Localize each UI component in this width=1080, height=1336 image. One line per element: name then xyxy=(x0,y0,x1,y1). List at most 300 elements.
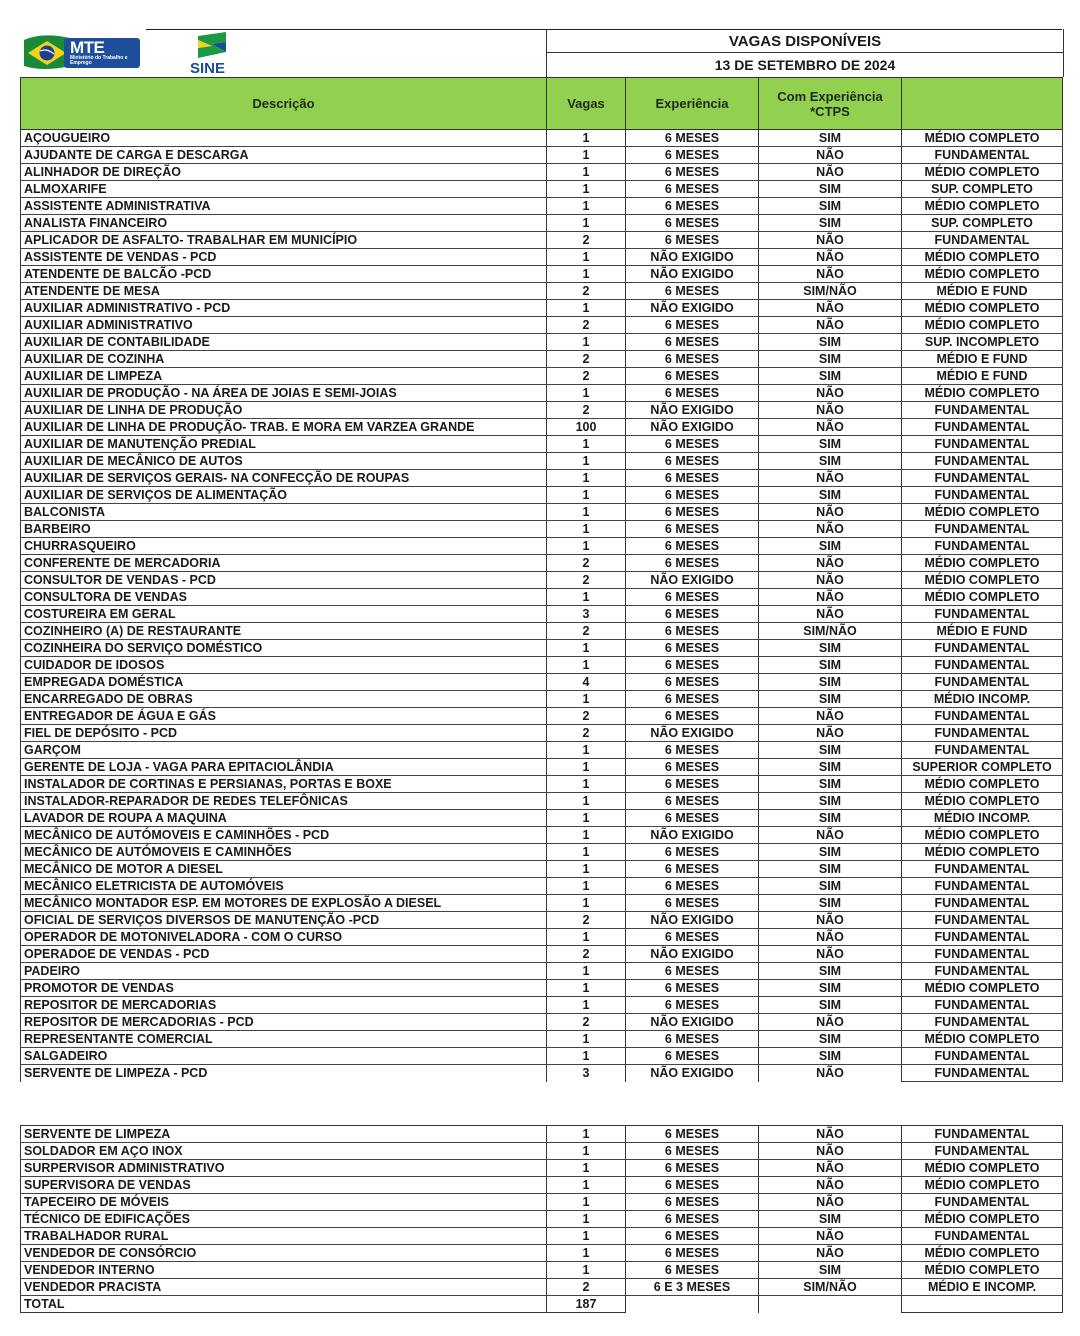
experience-required: 6 MESES xyxy=(626,1228,759,1245)
education-level: FUNDAMENTAL xyxy=(902,1126,1063,1143)
empty-cell xyxy=(626,1296,759,1313)
table-row xyxy=(21,810,1063,827)
vacancies-table-body xyxy=(21,130,1063,1082)
ctps-experience: SIM xyxy=(759,181,902,198)
job-title: CONSULTORA DE VENDAS xyxy=(21,589,547,606)
experience-required: NÃO EXIGIDO xyxy=(626,946,759,963)
ctps-experience: NÃO xyxy=(759,504,902,521)
education-level: MÉDIO COMPLETO xyxy=(902,776,1063,793)
ctps-experience: NÃO xyxy=(759,402,902,419)
experience-required: 6 MESES xyxy=(626,674,759,691)
table-row xyxy=(21,249,1063,266)
vacancy-count: 1 xyxy=(547,249,626,266)
job-title: SALGADEIRO xyxy=(21,1048,547,1065)
experience-required: NÃO EXIGIDO xyxy=(626,827,759,844)
education-level: FUNDAMENTAL xyxy=(902,878,1063,895)
ctps-experience: NÃO xyxy=(759,1143,902,1160)
vacancy-count: 1 xyxy=(547,215,626,232)
experience-required: 6 MESES xyxy=(626,555,759,572)
education-level: MÉDIO COMPLETO xyxy=(902,793,1063,810)
table-row xyxy=(21,997,1063,1014)
job-title: ALINHADOR DE DIREÇÃO xyxy=(21,164,547,181)
vacancy-count: 2 xyxy=(547,368,626,385)
job-title: ATENDENTE DE BALCÃO -PCD xyxy=(21,266,547,283)
ctps-experience: NÃO xyxy=(759,385,902,402)
table-row xyxy=(21,283,1063,300)
experience-required: 6 MESES xyxy=(626,317,759,334)
experience-required: 6 MESES xyxy=(626,147,759,164)
experience-required: 6 MESES xyxy=(626,368,759,385)
table-row xyxy=(21,164,1063,181)
mte-logo-text: MTE xyxy=(70,38,105,57)
table-row xyxy=(21,623,1063,640)
table-row xyxy=(21,793,1063,810)
ctps-experience: SIM xyxy=(759,1211,902,1228)
vacancy-count: 2 xyxy=(547,623,626,640)
vacancy-count: 1 xyxy=(547,895,626,912)
experience-required: 6 MESES xyxy=(626,385,759,402)
experience-required: 6 MESES xyxy=(626,351,759,368)
ctps-experience: NÃO xyxy=(759,470,902,487)
experience-required: NÃO EXIGIDO xyxy=(626,402,759,419)
page-date: 13 DE SETEMBRO DE 2024 xyxy=(714,57,896,73)
experience-required: 6 MESES xyxy=(626,623,759,640)
experience-required: 6 MESES xyxy=(626,1143,759,1160)
job-title: AUXILIAR DE COZINHA xyxy=(21,351,547,368)
vacancy-count: 1 xyxy=(547,538,626,555)
education-level: FUNDAMENTAL xyxy=(902,538,1063,555)
education-level: MÉDIO COMPLETO xyxy=(902,572,1063,589)
education-level: MÉDIO COMPLETO xyxy=(902,844,1063,861)
table-row xyxy=(21,606,1063,623)
education-level: FUNDAMENTAL xyxy=(902,912,1063,929)
vacancy-count: 1 xyxy=(547,929,626,946)
education-level: MÉDIO COMPLETO xyxy=(902,317,1063,334)
vacancy-count: 1 xyxy=(547,1143,626,1160)
experience-required: 6 MESES xyxy=(626,232,759,249)
experience-required: NÃO EXIGIDO xyxy=(626,1065,759,1082)
education-level: FUNDAMENTAL xyxy=(902,1228,1063,1245)
job-title: OPERADOR DE MOTONIVELADORA - COM O CURSO xyxy=(21,929,547,946)
vacancy-count: 1 xyxy=(547,861,626,878)
experience-required: 6 MESES xyxy=(626,1031,759,1048)
ctps-experience: NÃO xyxy=(759,164,902,181)
education-level: SUP. COMPLETO xyxy=(902,181,1063,198)
vacancy-count: 2 xyxy=(547,572,626,589)
table-row xyxy=(21,589,1063,606)
column-header-escolaridade xyxy=(902,78,1063,130)
table-row xyxy=(21,181,1063,198)
education-level: FUNDAMENTAL xyxy=(902,402,1063,419)
job-title: BALCONISTA xyxy=(21,504,547,521)
vacancy-count: 1 xyxy=(547,1160,626,1177)
experience-required: NÃO EXIGIDO xyxy=(626,300,759,317)
ctps-experience: NÃO xyxy=(759,827,902,844)
job-title: PROMOTOR DE VENDAS xyxy=(21,980,547,997)
education-level: FUNDAMENTAL xyxy=(902,657,1063,674)
ctps-experience: NÃO xyxy=(759,1194,902,1211)
ctps-experience: SIM xyxy=(759,368,902,385)
ctps-experience: NÃO xyxy=(759,946,902,963)
job-title: ENCARREGADO DE OBRAS xyxy=(21,691,547,708)
job-title: FIEL DE DEPÓSITO - PCD xyxy=(21,725,547,742)
table-row xyxy=(21,334,1063,351)
vacancy-count: 3 xyxy=(547,1065,626,1082)
ctps-experience: SIM xyxy=(759,980,902,997)
table-row xyxy=(21,827,1063,844)
vacancy-count: 1 xyxy=(547,1048,626,1065)
table-row xyxy=(21,198,1063,215)
education-level: MÉDIO COMPLETO xyxy=(902,504,1063,521)
ctps-experience: SIM xyxy=(759,997,902,1014)
table-row xyxy=(21,130,1063,147)
job-title: ANALISTA FINANCEIRO xyxy=(21,215,547,232)
education-level: FUNDAMENTAL xyxy=(902,708,1063,725)
education-level: FUNDAMENTAL xyxy=(902,419,1063,436)
ctps-experience: NÃO xyxy=(759,1177,902,1194)
education-level: MÉDIO INCOMP. xyxy=(902,691,1063,708)
vacancies-table-continued xyxy=(20,1125,1063,1313)
job-title: SURPERVISOR ADMINISTRATIVO xyxy=(21,1160,547,1177)
vacancy-count: 4 xyxy=(547,674,626,691)
ctps-experience: SIM xyxy=(759,1262,902,1279)
education-level: MÉDIO COMPLETO xyxy=(902,1262,1063,1279)
education-level: FUNDAMENTAL xyxy=(902,1194,1063,1211)
education-level: FUNDAMENTAL xyxy=(902,997,1063,1014)
table-row xyxy=(21,385,1063,402)
experience-required: 6 MESES xyxy=(626,181,759,198)
ctps-experience: NÃO xyxy=(759,1245,902,1262)
ctps-experience: NÃO xyxy=(759,266,902,283)
table-row xyxy=(21,878,1063,895)
table-row xyxy=(21,1031,1063,1048)
job-title: VENDEDOR PRACISTA xyxy=(21,1279,547,1296)
ctps-experience: SIM xyxy=(759,963,902,980)
ctps-experience: SIM xyxy=(759,878,902,895)
job-title: ENTREGADOR DE ÁGUA E GÁS xyxy=(21,708,547,725)
education-level: MÉDIO E FUND xyxy=(902,623,1063,640)
experience-required: 6 MESES xyxy=(626,793,759,810)
vacancy-count: 1 xyxy=(547,810,626,827)
table-row xyxy=(21,368,1063,385)
table-row xyxy=(21,725,1063,742)
table-row xyxy=(21,946,1063,963)
education-level: MÉDIO COMPLETO xyxy=(902,130,1063,147)
job-title: AUXILIAR DE MANUTENÇÃO PREDIAL xyxy=(21,436,547,453)
sine-logo-text: SINE xyxy=(190,60,226,77)
table-row xyxy=(21,1160,1063,1177)
table-row xyxy=(21,929,1063,946)
ctps-experience: SIM xyxy=(759,487,902,504)
job-title: CONSULTOR DE VENDAS - PCD xyxy=(21,572,547,589)
ctps-experience: NÃO xyxy=(759,606,902,623)
vacancy-count: 1 xyxy=(547,589,626,606)
job-title: COZINHEIRA DO SERVIÇO DOMÉSTICO xyxy=(21,640,547,657)
ctps-experience: NÃO xyxy=(759,929,902,946)
ctps-experience: NÃO xyxy=(759,249,902,266)
job-title: GARÇOM xyxy=(21,742,547,759)
education-level: FUNDAMENTAL xyxy=(902,1143,1063,1160)
experience-required: 6 MESES xyxy=(626,1048,759,1065)
ctps-experience: NÃO xyxy=(759,589,902,606)
vacancy-count: 1 xyxy=(547,640,626,657)
education-level: FUNDAMENTAL xyxy=(902,606,1063,623)
job-title: MECÂNICO MONTADOR ESP. EM MOTORES DE EXPLOSÃO A DIESEL xyxy=(21,895,547,912)
experience-required: 6 MESES xyxy=(626,691,759,708)
job-title: INSTALADOR-REPARADOR DE REDES TELEFÔNICAS xyxy=(21,793,547,810)
table-row xyxy=(21,487,1063,504)
job-title: MECÂNICO DE AUTÓMOVEIS E CAMINHÕES - PCD xyxy=(21,827,547,844)
education-level: FUNDAMENTAL xyxy=(902,147,1063,164)
job-title: GERENTE DE LOJA - VAGA PARA EPITACIOLÂNDIA xyxy=(21,759,547,776)
vacancy-count: 1 xyxy=(547,1194,626,1211)
table-row xyxy=(21,266,1063,283)
education-level: FUNDAMENTAL xyxy=(902,487,1063,504)
education-level: MÉDIO COMPLETO xyxy=(902,300,1063,317)
education-level: MÉDIO E FUND xyxy=(902,351,1063,368)
vacancy-count: 1 xyxy=(547,334,626,351)
education-level: FUNDAMENTAL xyxy=(902,861,1063,878)
ctps-experience: SIM/NÃO xyxy=(759,623,902,640)
ctps-experience: SIM/NÃO xyxy=(759,283,902,300)
vacancy-count: 1 xyxy=(547,793,626,810)
ctps-experience: SIM xyxy=(759,776,902,793)
table-row xyxy=(21,980,1063,997)
experience-required: 6 MESES xyxy=(626,334,759,351)
vacancy-count: 2 xyxy=(547,402,626,419)
experience-required: 6 MESES xyxy=(626,164,759,181)
job-title: ASSISTENTE ADMINISTRATIVA xyxy=(21,198,547,215)
ctps-experience: SIM xyxy=(759,334,902,351)
vacancy-count: 1 xyxy=(547,963,626,980)
ctps-experience: SIM xyxy=(759,215,902,232)
vacancy-count: 100 xyxy=(547,419,626,436)
ctps-experience: SIM xyxy=(759,657,902,674)
experience-required: 6 MESES xyxy=(626,453,759,470)
vacancy-count: 1 xyxy=(547,878,626,895)
job-title: APLICADOR DE ASFALTO- TRABALHAR EM MUNICÍPIO xyxy=(21,232,547,249)
experience-required: NÃO EXIGIDO xyxy=(626,572,759,589)
job-title: PADEIRO xyxy=(21,963,547,980)
job-title: TÉCNICO DE EDIFICAÇÕES xyxy=(21,1211,547,1228)
vacancy-count: 2 xyxy=(547,317,626,334)
vacancy-count: 2 xyxy=(547,1014,626,1031)
education-level: FUNDAMENTAL xyxy=(902,470,1063,487)
experience-required: 6 MESES xyxy=(626,844,759,861)
ctps-experience: NÃO xyxy=(759,419,902,436)
table-row xyxy=(21,555,1063,572)
ctps-experience: NÃO xyxy=(759,1065,902,1082)
ctps-experience: SIM xyxy=(759,1048,902,1065)
job-title: AUXILIAR DE CONTABILIDADE xyxy=(21,334,547,351)
table-row xyxy=(21,691,1063,708)
job-title: AUXILIAR DE SERVIÇOS GERAIS- NA CONFECÇÃO DE ROUPAS xyxy=(21,470,547,487)
job-title: AUXILIAR DE LINHA DE PRODUÇÃO xyxy=(21,402,547,419)
empty-cell xyxy=(902,1296,1063,1313)
experience-required: NÃO EXIGIDO xyxy=(626,266,759,283)
page-title: VAGAS DISPONÍVEIS xyxy=(547,29,1063,53)
education-level: MÉDIO COMPLETO xyxy=(902,827,1063,844)
experience-required: 6 MESES xyxy=(626,487,759,504)
experience-required: 6 MESES xyxy=(626,1211,759,1228)
vacancy-count: 1 xyxy=(547,181,626,198)
vacancy-count: 1 xyxy=(547,385,626,402)
job-title: CONFERENTE DE MERCADORIA xyxy=(21,555,547,572)
table-row xyxy=(21,1279,1063,1296)
education-level: MÉDIO COMPLETO xyxy=(902,198,1063,215)
vacancy-count: 1 xyxy=(547,198,626,215)
table-row xyxy=(21,453,1063,470)
table-header-row xyxy=(21,78,1063,130)
job-title: VENDEDOR INTERNO xyxy=(21,1262,547,1279)
vacancy-count: 1 xyxy=(547,1177,626,1194)
ctps-experience: SIM xyxy=(759,861,902,878)
job-title: AUXILIAR ADMINISTRATIVO - PCD xyxy=(21,300,547,317)
ctps-experience: NÃO xyxy=(759,708,902,725)
education-level: FUNDAMENTAL xyxy=(902,453,1063,470)
job-title: MECÂNICO ELETRICISTA DE AUTOMÓVEIS xyxy=(21,878,547,895)
table-row xyxy=(21,657,1063,674)
vacancy-count: 1 xyxy=(547,1031,626,1048)
education-level: FUNDAMENTAL xyxy=(902,725,1063,742)
table-row xyxy=(21,759,1063,776)
vacancy-count: 1 xyxy=(547,1126,626,1143)
vacancy-count: 1 xyxy=(547,1211,626,1228)
vacancy-count: 1 xyxy=(547,759,626,776)
experience-required: 6 MESES xyxy=(626,198,759,215)
experience-required: 6 MESES xyxy=(626,606,759,623)
job-title: SERVENTE DE LIMPEZA - PCD xyxy=(21,1065,547,1082)
vacancy-count: 1 xyxy=(547,300,626,317)
vacancy-count: 2 xyxy=(547,1279,626,1296)
job-title: COZINHEIRO (A) DE RESTAURANTE xyxy=(21,623,547,640)
table-row xyxy=(21,1228,1063,1245)
table-row xyxy=(21,538,1063,555)
job-title: SERVENTE DE LIMPEZA xyxy=(21,1126,547,1143)
vacancy-count: 1 xyxy=(547,453,626,470)
column-header-com-experiencia xyxy=(759,78,902,130)
table-row xyxy=(21,1177,1063,1194)
ctps-experience: SIM xyxy=(759,691,902,708)
job-title: MECÂNICO DE AUTÓMOVEIS E CAMINHÕES xyxy=(21,844,547,861)
experience-required: 6 MESES xyxy=(626,776,759,793)
ctps-experience: SIM xyxy=(759,538,902,555)
education-level: FUNDAMENTAL xyxy=(902,674,1063,691)
table-row xyxy=(21,215,1063,232)
table-row xyxy=(21,1143,1063,1160)
ctps-experience: NÃO xyxy=(759,147,902,164)
vacancy-count: 1 xyxy=(547,1228,626,1245)
education-level: MÉDIO COMPLETO xyxy=(902,1160,1063,1177)
vacancy-count: 1 xyxy=(547,164,626,181)
education-level: MÉDIO E FUND xyxy=(902,283,1063,300)
vacancy-count: 1 xyxy=(547,827,626,844)
experience-required: NÃO EXIGIDO xyxy=(626,912,759,929)
job-title: OPERADOE DE VENDAS - PCD xyxy=(21,946,547,963)
vacancy-count: 1 xyxy=(547,844,626,861)
table-row xyxy=(21,861,1063,878)
education-level: FUNDAMENTAL xyxy=(902,742,1063,759)
education-level: FUNDAMENTAL xyxy=(902,640,1063,657)
education-level: MÉDIO COMPLETO xyxy=(902,1177,1063,1194)
total-vagas: 187 xyxy=(547,1296,626,1313)
table-row xyxy=(21,912,1063,929)
ctps-experience: NÃO xyxy=(759,232,902,249)
table-row xyxy=(21,742,1063,759)
vacancy-count: 1 xyxy=(547,980,626,997)
column-header-vagas: Vagas xyxy=(547,78,626,130)
table-row xyxy=(21,402,1063,419)
education-level: FUNDAMENTAL xyxy=(902,1065,1063,1082)
vacancy-count: 1 xyxy=(547,742,626,759)
vacancy-count: 1 xyxy=(547,436,626,453)
ctps-experience: NÃO xyxy=(759,317,902,334)
table-row xyxy=(21,504,1063,521)
job-title: MECÂNICO DE MOTOR A DIESEL xyxy=(21,861,547,878)
logos-area xyxy=(20,28,546,78)
job-title: ALMOXARIFE xyxy=(21,181,547,198)
vacancies-table-continued-body xyxy=(21,1126,1063,1313)
ctps-experience: SIM xyxy=(759,895,902,912)
table-row xyxy=(21,317,1063,334)
vacancy-count: 2 xyxy=(547,725,626,742)
vacancy-count: 2 xyxy=(547,555,626,572)
table-row xyxy=(21,1211,1063,1228)
empty-cell xyxy=(759,1296,902,1313)
ctps-experience: SIM xyxy=(759,742,902,759)
experience-required: NÃO EXIGIDO xyxy=(626,249,759,266)
ctps-experience: NÃO xyxy=(759,300,902,317)
vacancy-count: 1 xyxy=(547,266,626,283)
table-row xyxy=(21,776,1063,793)
table-row xyxy=(21,232,1063,249)
table-row xyxy=(21,419,1063,436)
vacancy-count: 2 xyxy=(547,708,626,725)
education-level: FUNDAMENTAL xyxy=(902,895,1063,912)
education-level: FUNDAMENTAL xyxy=(902,521,1063,538)
education-level: MÉDIO COMPLETO xyxy=(902,385,1063,402)
table-row xyxy=(21,1126,1063,1143)
education-level: FUNDAMENTAL xyxy=(902,232,1063,249)
vacancy-count: 3 xyxy=(547,606,626,623)
ctps-experience: SIM xyxy=(759,759,902,776)
experience-required: 6 MESES xyxy=(626,980,759,997)
job-title: REPOSITOR DE MERCADORIAS - PCD xyxy=(21,1014,547,1031)
vacancy-count: 1 xyxy=(547,521,626,538)
experience-required: 6 MESES xyxy=(626,895,759,912)
vacancy-count: 1 xyxy=(547,1245,626,1262)
ctps-experience: SIM xyxy=(759,351,902,368)
job-title: REPOSITOR DE MERCADORIAS xyxy=(21,997,547,1014)
experience-required: 6 MESES xyxy=(626,470,759,487)
vacancy-count: 1 xyxy=(547,657,626,674)
ctps-experience: NÃO xyxy=(759,572,902,589)
job-title: AUXILIAR DE LIMPEZA xyxy=(21,368,547,385)
education-level: FUNDAMENTAL xyxy=(902,1014,1063,1031)
total-label: TOTAL xyxy=(21,1296,547,1313)
experience-required: 6 MESES xyxy=(626,878,759,895)
experience-required: 6 MESES xyxy=(626,589,759,606)
vacancies-table xyxy=(20,77,1063,1082)
ctps-experience: SIM xyxy=(759,674,902,691)
table-row xyxy=(21,572,1063,589)
title-box xyxy=(546,29,1064,77)
table-row xyxy=(21,844,1063,861)
education-level: SUP. COMPLETO xyxy=(902,215,1063,232)
education-level: FUNDAMENTAL xyxy=(902,1048,1063,1065)
vacancy-count: 1 xyxy=(547,130,626,147)
education-level: FUNDAMENTAL xyxy=(902,436,1063,453)
